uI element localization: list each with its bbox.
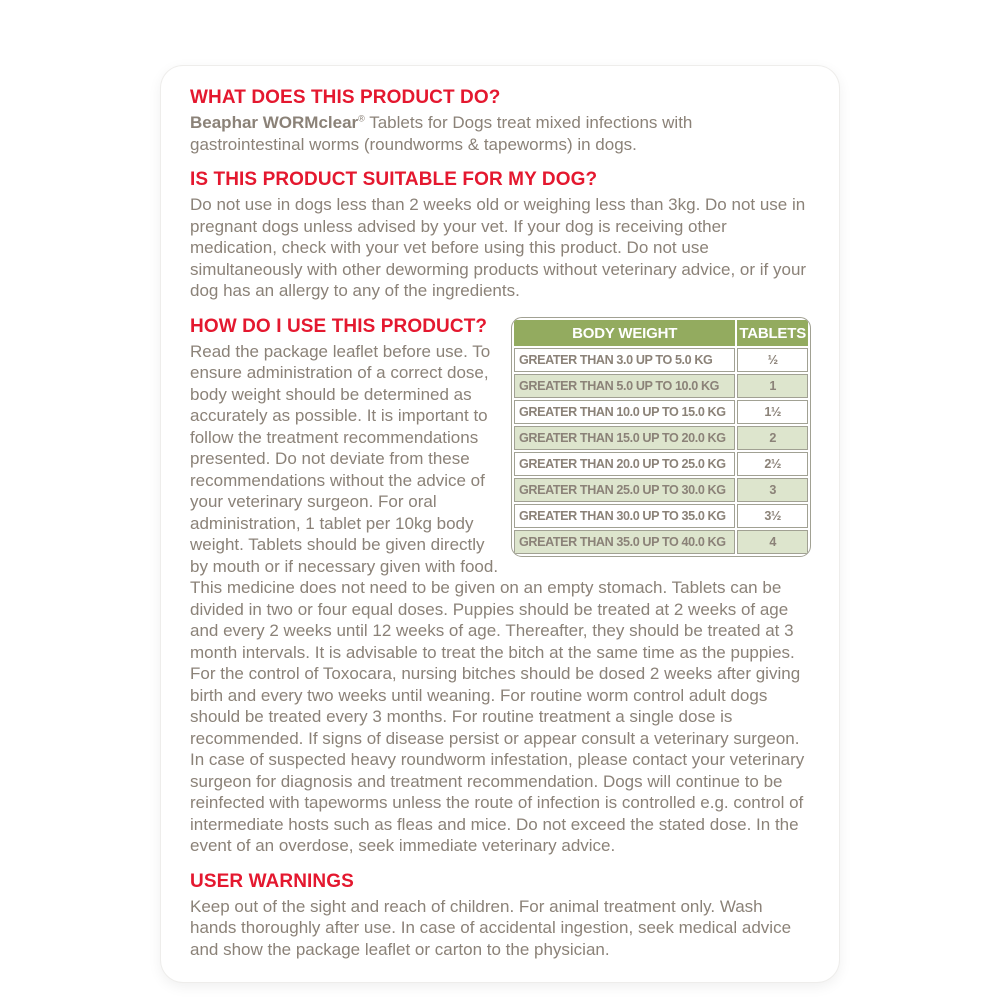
table-row <box>514 400 808 424</box>
tablets-cell: 3½ <box>737 504 808 528</box>
dosage-table-header-row <box>514 320 808 346</box>
table-row <box>514 426 808 450</box>
tablets-cell: ½ <box>737 348 808 372</box>
tablets-cell: 3 <box>737 478 808 502</box>
user-warnings-body-text: Keep out of the sight and reach of children. For animal treatment only. Wash hands thoroughly after use. In case of accidental ingestion, seek medical advice and show the package leaflet or carton to the physician. <box>190 896 792 959</box>
dosage-table-header-body-weight: BODY WEIGHT <box>514 320 735 346</box>
section-how-use <box>190 315 811 857</box>
product-info-panel <box>161 66 839 982</box>
body-weight-cell: GREATER THAN 15.0 UP TO 20.0 KG <box>514 426 735 450</box>
dosage-table-header-tablets: TABLETS <box>737 320 808 346</box>
what-does-body <box>190 112 811 155</box>
body-weight-cell: GREATER THAN 20.0 UP TO 25.0 KG <box>514 452 735 476</box>
table-row <box>514 530 808 554</box>
brand-name: Beaphar WORMclear <box>190 113 359 132</box>
section-what-does <box>190 86 811 155</box>
table-row <box>514 348 808 372</box>
table-row <box>514 478 808 502</box>
table-row <box>514 452 808 476</box>
section-heading-suitable: IS THIS PRODUCT SUITABLE FOR MY DOG? <box>190 169 598 190</box>
table-row <box>514 374 808 398</box>
suitable-body-text: Do not use in dogs less than 2 weeks old or weighing less than 3kg. Do not use in pregnant dogs unless advised by your vet. If your dog is receiving other medication, check with your vet before using this product. Do not use simultaneously with other deworming products without veterinary advice, or if your dog has an allergy to any of the ingredients. <box>190 195 807 300</box>
tablets-cell: 1½ <box>737 400 808 424</box>
tablets-cell: 1 <box>737 374 808 398</box>
section-heading-what-does: WHAT DOES THIS PRODUCT DO? <box>190 87 501 108</box>
body-weight-cell: GREATER THAN 25.0 UP TO 30.0 KG <box>514 478 735 502</box>
tablets-cell: 4 <box>737 530 808 554</box>
tablets-cell: 2½ <box>737 452 808 476</box>
section-heading-user-warnings: USER WARNINGS <box>190 870 354 892</box>
table-row <box>514 504 808 528</box>
section-user-warnings <box>190 870 811 961</box>
body-weight-cell: GREATER THAN 5.0 UP TO 10.0 KG <box>514 374 735 398</box>
section-heading-how-use: HOW DO I USE THIS PRODUCT? <box>190 315 488 337</box>
registered-trademark-mark: ® <box>358 113 365 124</box>
body-weight-cell: GREATER THAN 3.0 UP TO 5.0 KG <box>514 348 735 372</box>
body-weight-cell: GREATER THAN 10.0 UP TO 15.0 KG <box>514 400 735 424</box>
dosage-table <box>511 317 811 557</box>
what-does-body-text: Tablets for Dogs treat mixed infections with gastrointestinal worms (roundworms & tapeworms) in dogs. <box>190 113 693 154</box>
body-weight-cell: GREATER THAN 35.0 UP TO 40.0 KG <box>514 530 735 554</box>
section-suitable <box>190 168 811 302</box>
tablets-cell: 2 <box>737 426 808 450</box>
body-weight-cell: GREATER THAN 30.0 UP TO 35.0 KG <box>514 504 735 528</box>
how-use-body-text: Read the package leaflet before use. To ensure administration of a correct dose, body weight should be determined as accurately as possible. It is important to follow the treatment recommendations presented. Do not deviate from these recommendations without the advice of your veterinary surgeon. For oral administration, 1 tablet per 10kg body weight. Tablets should be given directly by mouth or if necessary given with food. This medicine does not need to be given on an empty stomach. Tablets can be divided in two or four equal doses. Puppies should be treated at 2 weeks of age and every 2 weeks until 12 weeks of age. Thereafter, they should be treated at 3 month intervals. It is advisable to treat the bitch at the same time as the puppies. For the control of Toxocara, nursing bitches should be dosed 2 weeks after giving birth and every two weeks until weaning. For routine worm control adult dogs should be treated every 3 months. For routine treatment a single dose is recommended. If signs of disease persist or appear consult a veterinary surgeon. In case of suspected heavy roundworm infestation, please contact your veterinary surgeon for diagnosis and treatment recommendation. Dogs will continue to be reinfected with tapeworms unless the route of infection is controlled e.g. control of intermediate hosts such as fleas and mice. Do not exceed the stated dose. In the event of an overdose, seek immediate veterinary advice. <box>190 341 805 855</box>
